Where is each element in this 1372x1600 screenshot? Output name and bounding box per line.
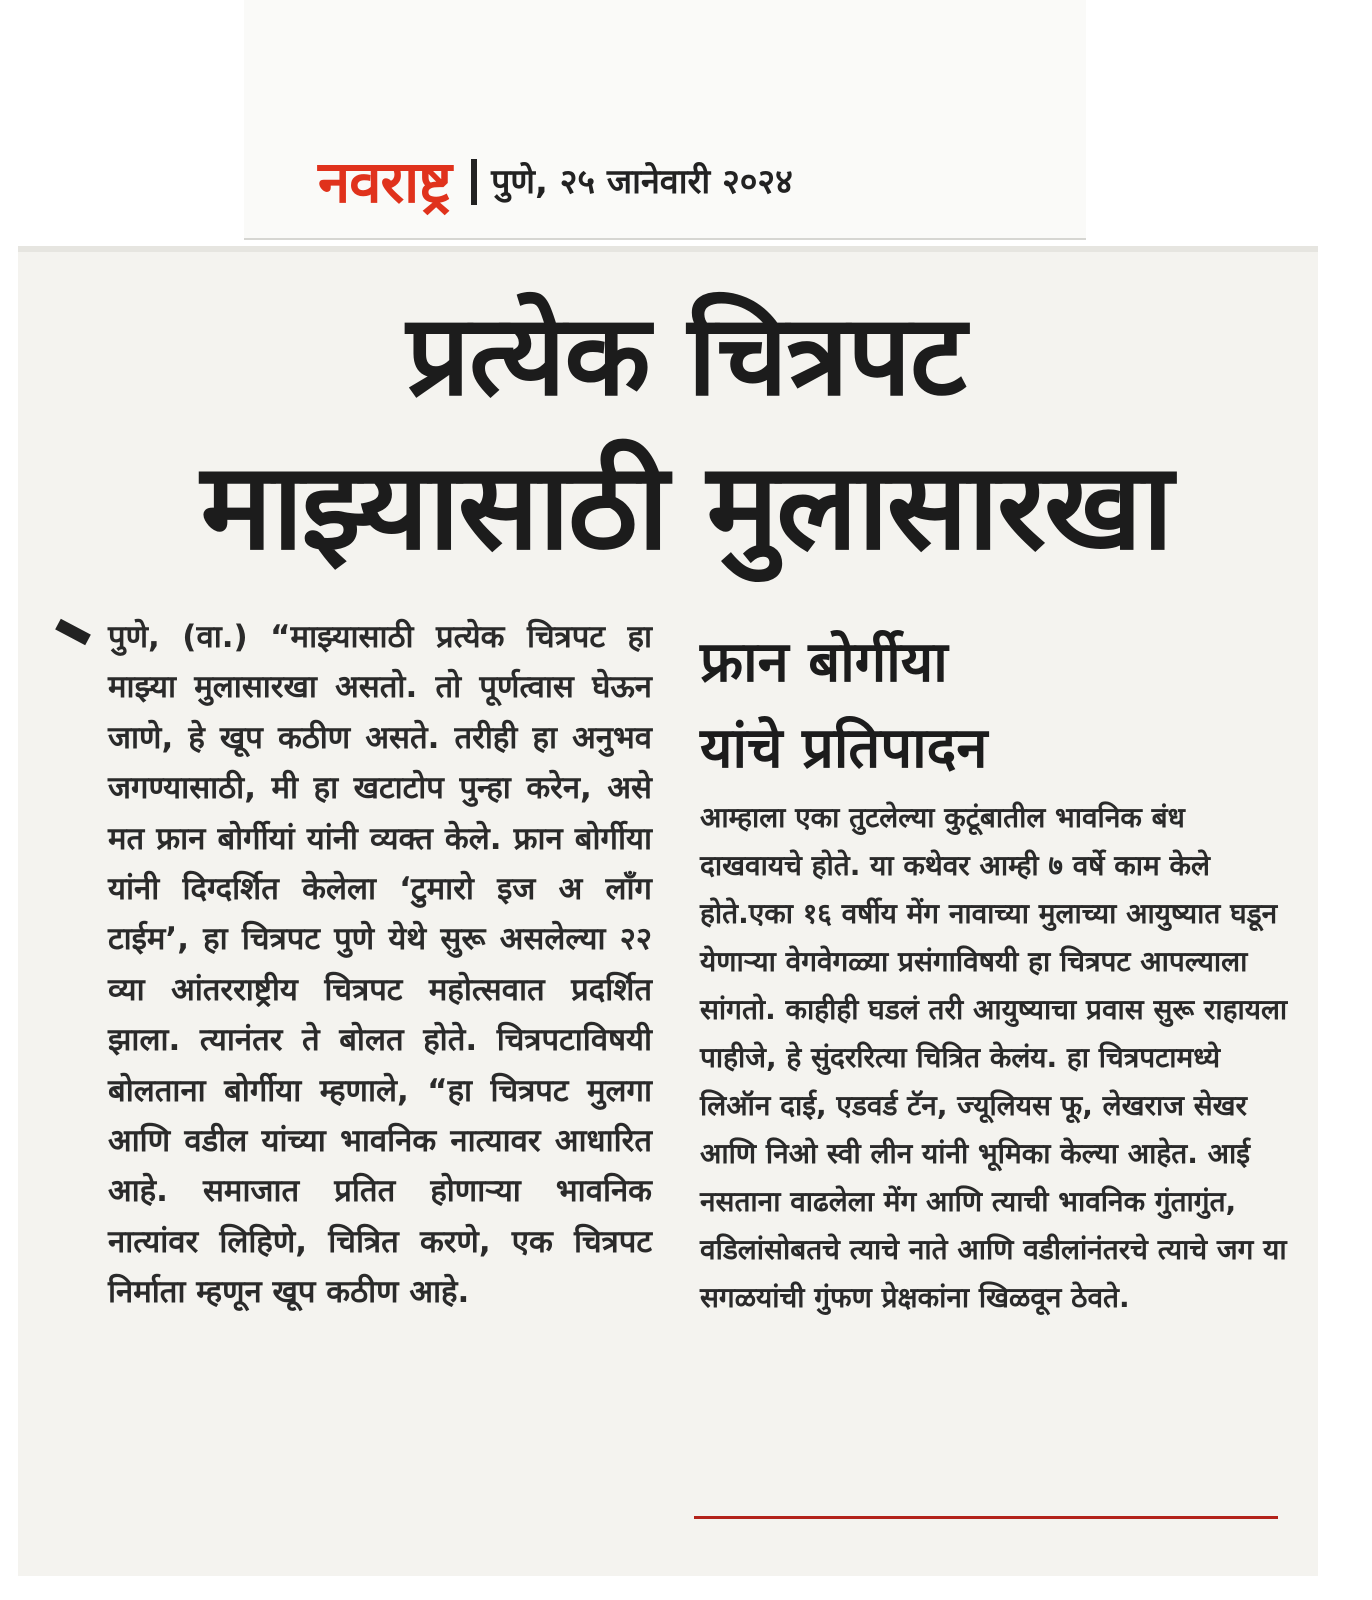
masthead-separator: [471, 159, 477, 205]
dateline: पुणे, २५ जानेवारी २०२४: [491, 162, 793, 202]
article-body-left: [56, 612, 652, 1318]
headline-line-1: प्रत्येक चित्रपट: [406, 291, 966, 421]
masthead: [318, 142, 793, 222]
lead-bullet-icon: [55, 619, 91, 646]
article-body-left-text: पुणे, (वा.) “माझ्यासाठी प्रत्येक चित्रपट हा माझ्या मुलासारखा असतो. तो पूर्णत्वास घेऊन जाणे, हे खूप कठीण असते. तरीही हा अनुभव जगण्यासाठी, मी हा खटाटोप पुन्हा करेन, असे मत फ्रान बोर्गीयां यांनी व्यक्त केले. फ्रान बोर्गीया यांनी दिग्दर्शित केलेला ‘टुमारो इज अ लॉंग टाईम’, हा चित्रपट पुणे येथे सुरू असलेल्या २२ व्या आंतरराष्ट्रीय चित्रपट महोत्सवात प्रदर्शित झाला. त्यानंतर ते बोलत होते. चित्रपटाविषयी बोलताना बोर्गीया म्हणाले, “हा चित्रपट मुलगा आणि वडील यांच्या भावनिक नात्यावर आधारित आहे. समाजात प्रतित होणाऱ्या भावनिक नात्यांवर लिहिणे, चित्रित करणे, एक चित्रपट निर्माता म्हणून खूप कठीण आहे.: [108, 619, 652, 1311]
headline-line-2: माझ्यासाठी मुलासारखा: [200, 438, 1172, 577]
subheadline-line-2: यांचे प्रतिपादन: [700, 716, 988, 781]
subheadline-line-1: फ्रान बोर्गीया: [700, 630, 948, 695]
article-body-right: आम्हाला एका तुटलेल्या कुटूंबातील भावनिक बंध दाखवायचे होते. या कथेवर आम्ही ७ वर्षे काम केले होते.एका १६ वर्षीय मेंग नावाच्या मुलाच्या आयुष्यात घडून येणाऱ्या वेगवेगळ्या प्रसंगाविषयी हा चित्रपट आपल्याला सांगतो. काहीही घडलं तरी आयुष्याचा प्रवास सुरू राहायला पाहीजे, हे सुंदररित्या चित्रित केलंय. हा चित्रपटामध्ये लिऑन दाई, एडवर्ड टॅन, ज्यूलियस फू, लेखराज सेखर आणि निओ स्वी लीन यांनी भूमिका केल्या आहेत. आई नसताना वाढलेला मेंग आणि त्याची भावनिक गुंतागुंत, वडिलांसोबतचे त्याचे नाते आणि वडीलांनंतरचे त्याचे जग या सगळयांची गुंफण प्रेक्षकांना खिळवून ठेवते.: [700, 801, 1288, 1314]
newspaper-logo: नवराष्ट्र: [318, 148, 452, 216]
end-rule: [694, 1516, 1278, 1519]
subheadline: [700, 620, 1260, 792]
